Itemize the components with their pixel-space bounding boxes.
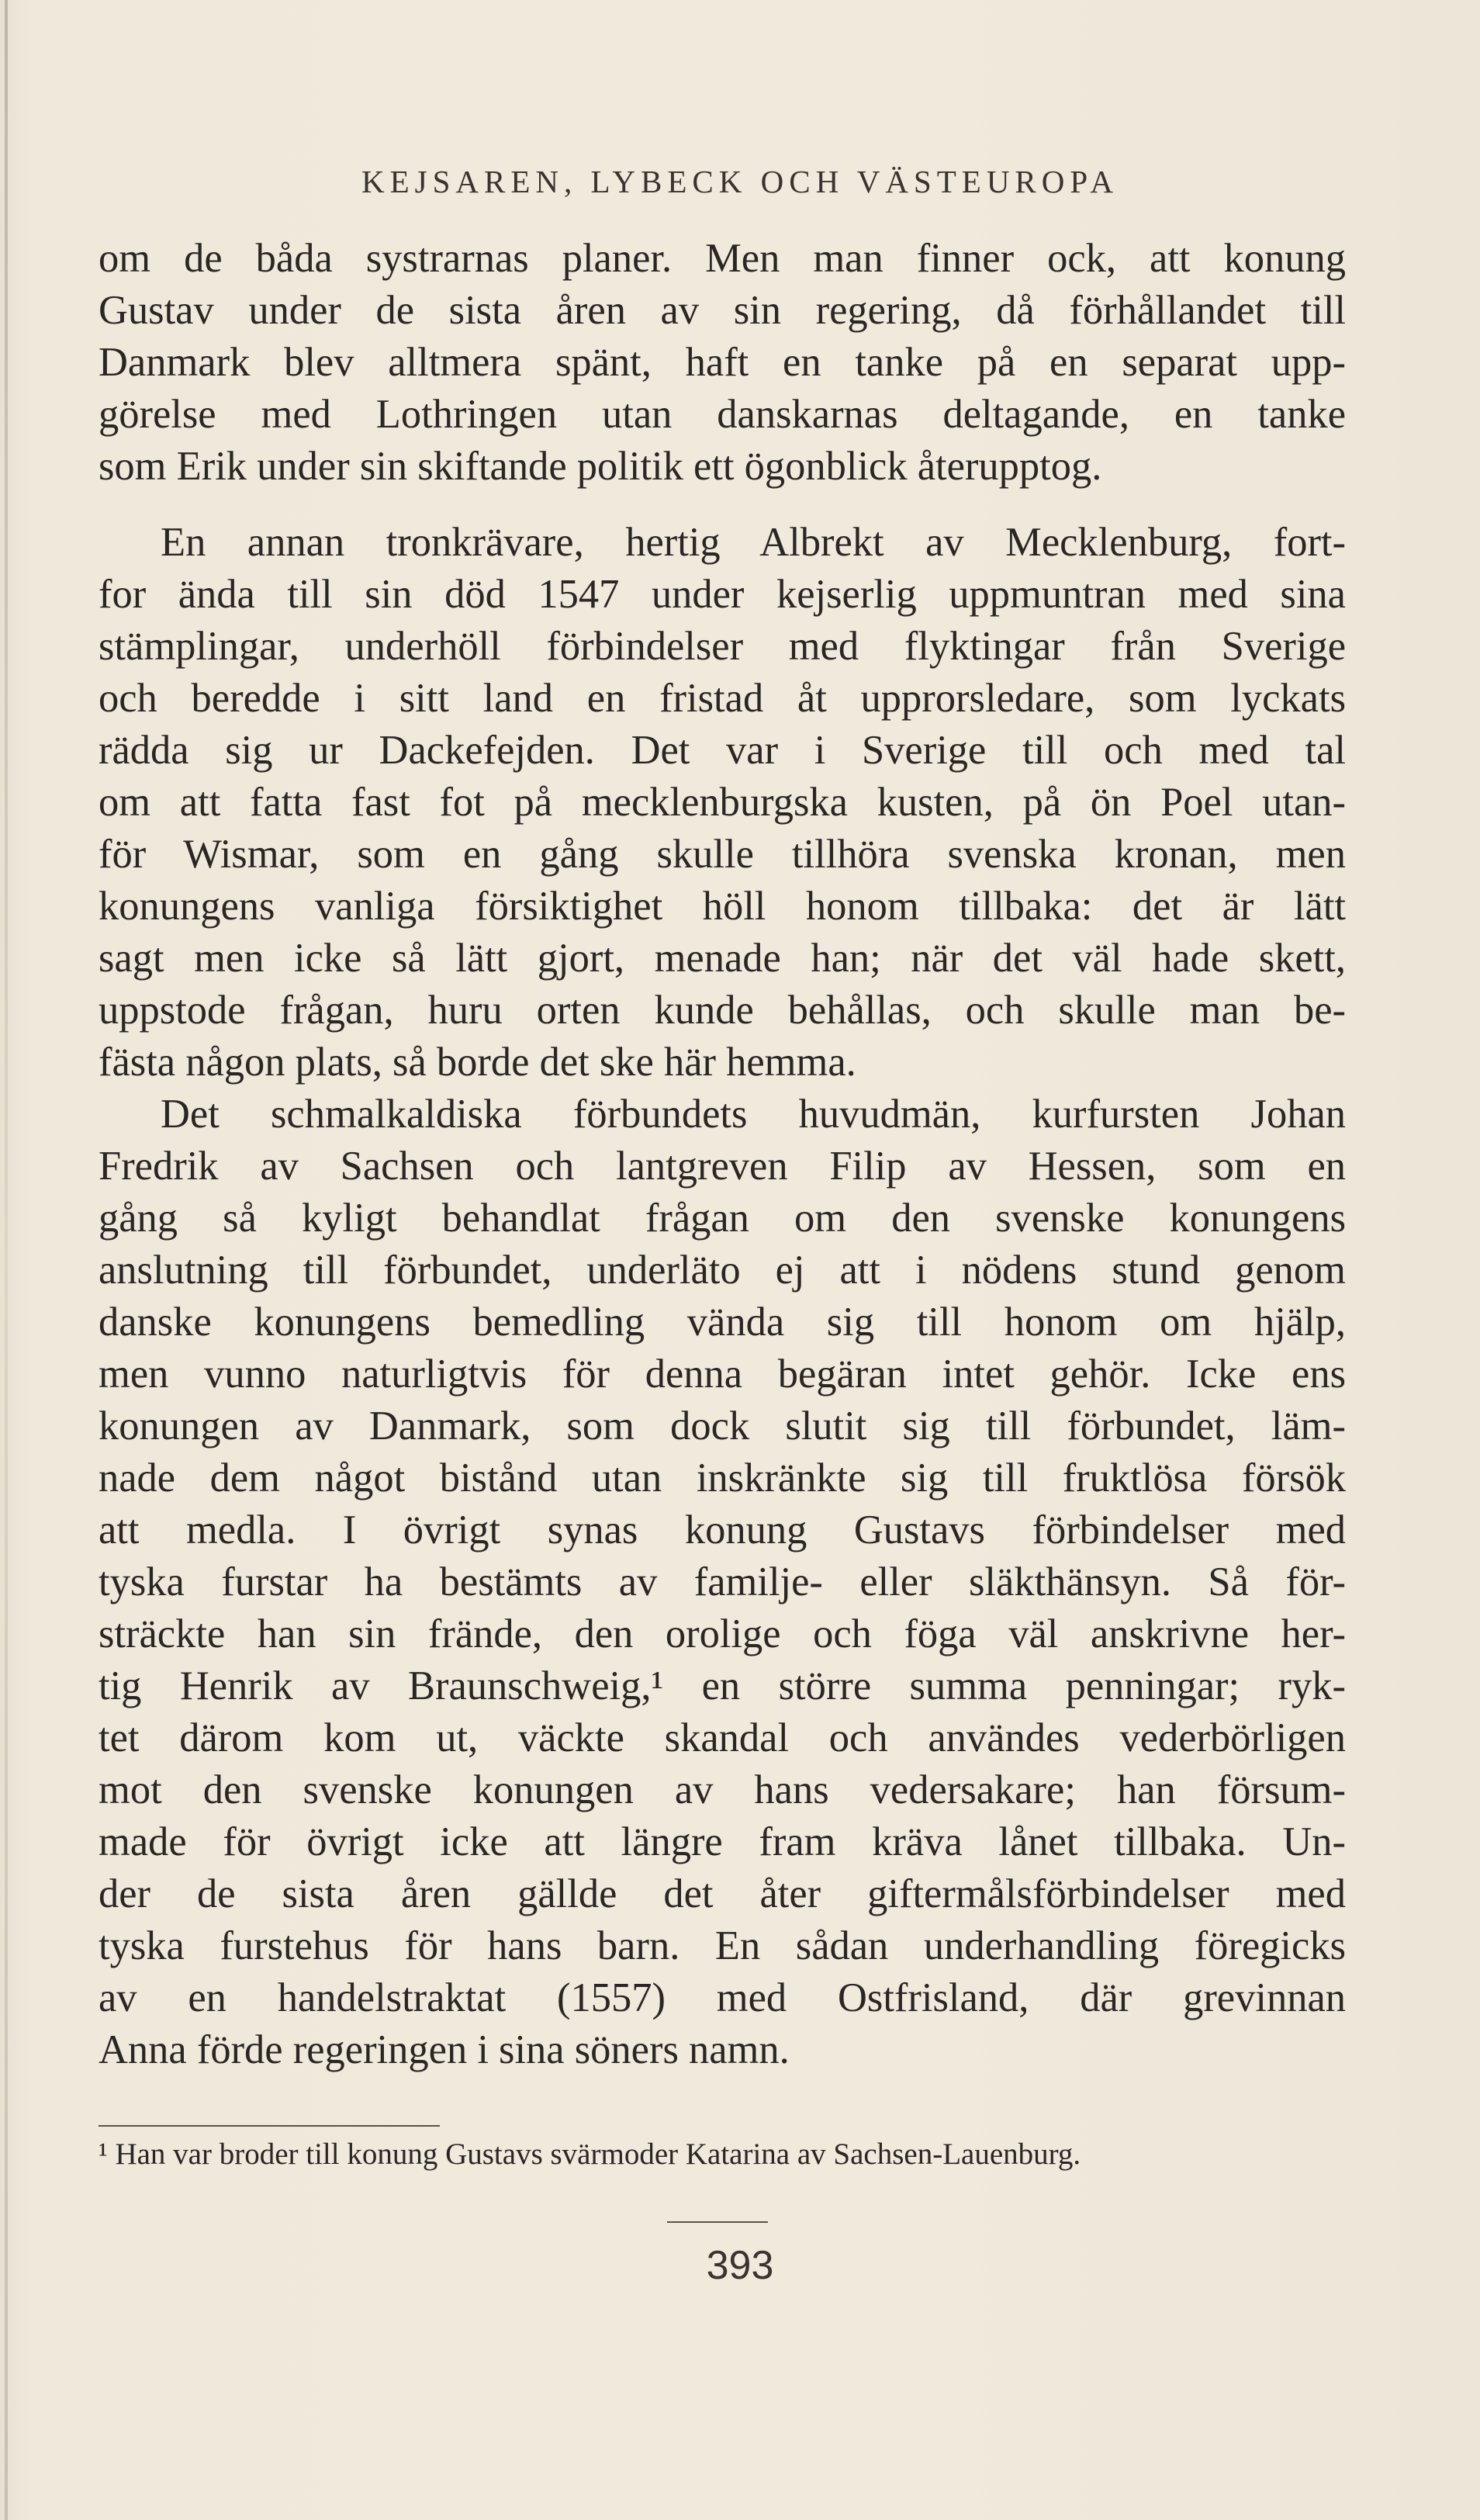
text-line: En annan tronkrävare, hertig Albrekt av Mecklenburg, fort-	[161, 520, 1346, 565]
text-line: tyska furstar ha bestämts av familje- eller släkthänsyn. Så för-	[99, 1559, 1346, 1604]
footnote-divider	[99, 2125, 440, 2127]
text-line: om att fatta fast fot på mecklenburgska kusten, på ön Poel utan-	[99, 780, 1346, 825]
text-line: konungen av Danmark, som dock slutit sig till förbundet, läm-	[99, 1404, 1346, 1449]
text-line: av en handelstraktat (1557) med Ostfrisland, där grevinnan	[99, 1975, 1346, 2020]
text-line: Fredrik av Sachsen och lantgreven Filip av Hessen, som en	[99, 1144, 1346, 1189]
text-line: sträckte han sin frände, den orolige och föga väl anskrivne her-	[99, 1611, 1346, 1656]
text-line: tig Henrik av Braunschweig,¹ en större summa penningar; ryk-	[99, 1663, 1346, 1708]
paragraph-2	[99, 517, 1346, 1089]
text-line: made för övrigt icke att längre fram kräva lånet tillbaka. Un-	[99, 1819, 1346, 1864]
text-line: gång så kyligt behandlat frågan om den svenske konungens	[99, 1196, 1346, 1241]
text-line: tyska furstehus för hans barn. En sådan underhandling föregicks	[99, 1923, 1346, 1968]
paragraph-3	[99, 1089, 1346, 2076]
text-line: uppstode frågan, huru orten kunde behållas, och skulle man be-	[99, 988, 1346, 1033]
paragraph-1	[99, 233, 1346, 493]
text-line: och beredde i sitt land en fristad åt upprorsledare, som lyckats	[99, 676, 1346, 721]
text-line: der de sista åren gällde det åter giftermålsförbindelser med	[99, 1871, 1346, 1916]
text-line: att medla. I övrigt synas konung Gustavs förbindelser med	[99, 1508, 1346, 1552]
text-line: om de båda systrarnas planer. Men man finner ock, att konung	[99, 236, 1346, 281]
text-line: danske konungens bemedling vända sig till honom om hjälp,	[99, 1300, 1346, 1345]
page-number: 393	[706, 2243, 774, 2288]
text-line: tet därom kom ut, väckte skandal och användes vederbörligen	[99, 1715, 1346, 1760]
text-line: som Erik under sin skiftande politik ett ögonblick återupptog.	[99, 444, 1102, 489]
text-line: Det schmalkaldiska förbundets huvudmän, kurfursten Johan	[161, 1092, 1346, 1137]
paragraph-gap	[99, 493, 1346, 517]
text-line: men vunno naturligtvis för denna begäran intet gehör. Icke ens	[99, 1352, 1346, 1397]
running-head: KEJSAREN, LYBECK OCH VÄSTEUROPA	[361, 164, 1119, 199]
text-line: Anna förde regeringen i sina söners namn.	[99, 2027, 790, 2072]
footnote: ¹ Han var broder till konung Gustavs svärmoder Katarina av Sachsen-Lauenburg.	[99, 2138, 1081, 2171]
text-line: sagt men icke så lätt gjort, menade han; när det väl hade skett,	[99, 936, 1346, 981]
text-line: nade dem något bistånd utan inskränkte sig till fruktlösa försök	[99, 1456, 1346, 1501]
text-line: konungens vanliga försiktighet höll honom tillbaka: det är lätt	[99, 884, 1346, 929]
text-line: rädda sig ur Dackefejden. Det var i Sverige till och med tal	[99, 728, 1346, 773]
text-line: anslutning till förbundet, underläto ej att i nödens stund genom	[99, 1248, 1346, 1293]
page-binding-edge	[5, 0, 8, 2520]
text-line: for ända till sin död 1547 under kejserlig uppmuntran med sina	[99, 572, 1346, 617]
text-line: görelse med Lothringen utan danskarnas deltagande, en tanke	[99, 392, 1346, 437]
text-line: för Wismar, som en gång skulle tillhöra svenska kronan, men	[99, 832, 1346, 877]
text-line: stämplingar, underhöll förbindelser med flyktingar från Sverige	[99, 624, 1346, 669]
text-line: mot den svenske konungen av hans vedersakare; han försum-	[99, 1767, 1346, 1812]
text-line: Gustav under de sista åren av sin regering, då förhållandet till	[99, 288, 1346, 333]
text-line: Danmark blev alltmera spänt, haft en tanke på en separat upp-	[99, 340, 1346, 385]
body-text	[99, 233, 1346, 2076]
page-number-rule	[667, 2221, 768, 2223]
text-line: fästa någon plats, så borde det ske här hemma.	[99, 1040, 856, 1085]
